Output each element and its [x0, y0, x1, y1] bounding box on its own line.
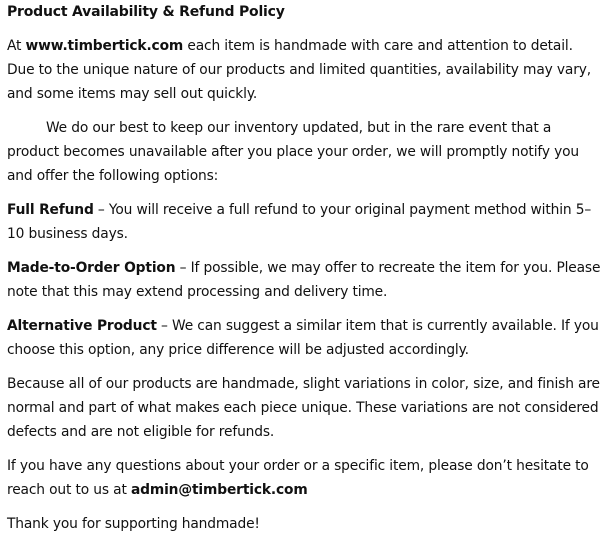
option-name: Full Refund — [7, 202, 94, 218]
closing-line: Thank you for supporting handmade! — [7, 516, 260, 532]
option-made-to-order — [7, 256, 602, 304]
inventory-paragraph: We do our best to keep our inventory updated, but in the rare event that a product becomes unavailable after you place your order, we will promptly notify you and offer the following options: — [7, 120, 579, 184]
option-name: Alternative Product — [7, 318, 157, 334]
option-description: – You will receive a full refund to your original payment method within 5–10 business days. — [7, 202, 592, 242]
intro-paragraph — [7, 34, 602, 106]
intro-text: each item is handmade with care and attention to detail. Due to the unique nature of our products and limited quantities, availability may vary, and some items may sell out quickly. — [7, 38, 591, 102]
page-title: Product Availability & Refund Policy — [7, 4, 285, 20]
contact-paragraph — [7, 454, 602, 502]
contact-email: admin@timbertick.com — [130, 482, 308, 498]
contact-text: If you have any questions about your order or a specific item, please don’t hesitate to reach out to us at — [7, 458, 589, 498]
variations-paragraph: Because all of our products are handmade, slight variations in color, size, and finish are normal and part of what makes each piece unique. These variations are not considered defects and are not eligible for refunds. — [7, 376, 600, 440]
site-url: www.timbertick.com — [25, 38, 184, 54]
option-description: – If possible, we may offer to recreate the item for you. Please note that this may extend processing and delivery time. — [7, 260, 601, 300]
option-full-refund — [7, 198, 602, 246]
option-alternative-product — [7, 314, 602, 362]
option-name: Made-to-Order Option — [7, 260, 176, 276]
option-description: – We can suggest a similar item that is currently available. If you choose this option, any price difference will be adjusted accordingly. — [7, 318, 599, 358]
intro-prefix: At — [7, 38, 26, 54]
